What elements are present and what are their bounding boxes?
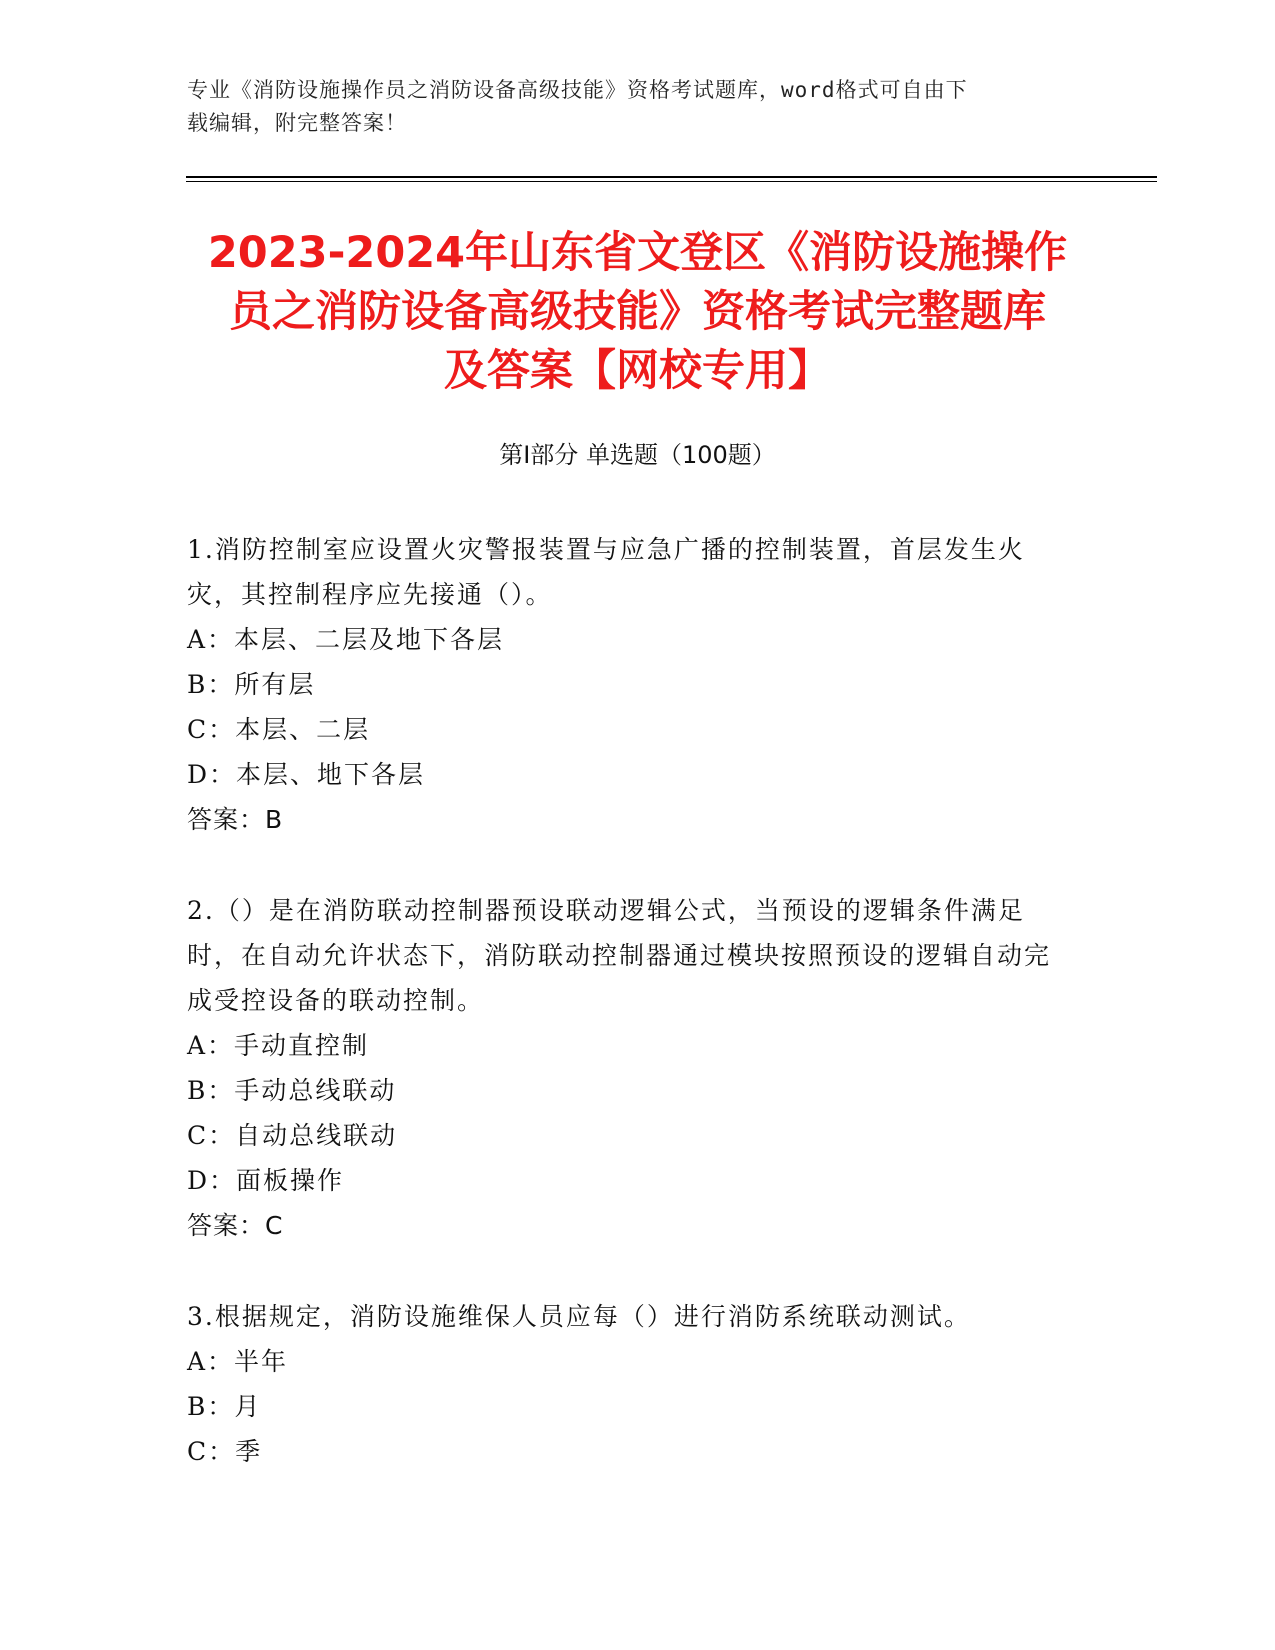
title-line: 及答案【网校专用】: [444, 346, 831, 396]
option-a: A：本层、二层及地下各层: [187, 625, 505, 654]
header-divider-thin: [186, 181, 1157, 182]
option-d: D：面板操作: [187, 1166, 345, 1195]
answer-text: 答案：C: [187, 1211, 284, 1240]
option-b: B：所有层: [187, 670, 316, 699]
intro-line: 载编辑，附完整答案！: [187, 111, 407, 135]
question-stem: 2.（）是在消防联动控制器预设联动逻辑公式，当预设的逻辑条件满足时，在自动允许状态下，消防联动控制器通过模块按照预设的逻辑自动完成受控设备的联动控制。: [187, 896, 1052, 1015]
header-divider-thick: [186, 176, 1157, 178]
question-stem: 1.消防控制室应设置火灾警报装置与应急广播的控制装置，首层发生火灾，其控制程序应先接通（）。: [187, 535, 1025, 609]
question-item: [187, 527, 1067, 842]
title-line: 员之消防设备高级技能》资格考试完整题库: [229, 287, 1046, 337]
intro-line: 专业《消防设施操作员之消防设备高级技能》资格考试题库，word格式可自由下: [187, 78, 968, 102]
option-d: D：本层、地下各层: [187, 760, 426, 789]
option-c: C：自动总线联动: [187, 1121, 398, 1150]
option-c: C：本层、二层: [187, 715, 371, 744]
section-heading: 第I部分 单选题（100题）: [499, 441, 776, 469]
option-a: A：半年: [187, 1347, 289, 1376]
intro-text: [187, 74, 1077, 140]
document-title: [130, 224, 1145, 401]
option-c: C：季: [187, 1437, 263, 1466]
question-item: [187, 1294, 1067, 1474]
title-line: 2023-2024年山东省文登区《消防设施操作: [207, 228, 1068, 278]
option-b: B：月: [187, 1392, 262, 1421]
option-a: A：手动直控制: [187, 1031, 370, 1060]
question-list: [187, 527, 1067, 1520]
question-stem: 3.根据规定，消防设施维保人员应每（）进行消防系统联动测试。: [187, 1302, 971, 1331]
question-item: [187, 888, 1067, 1248]
answer-text: 答案：B: [187, 805, 284, 834]
option-b: B：手动总线联动: [187, 1076, 397, 1105]
